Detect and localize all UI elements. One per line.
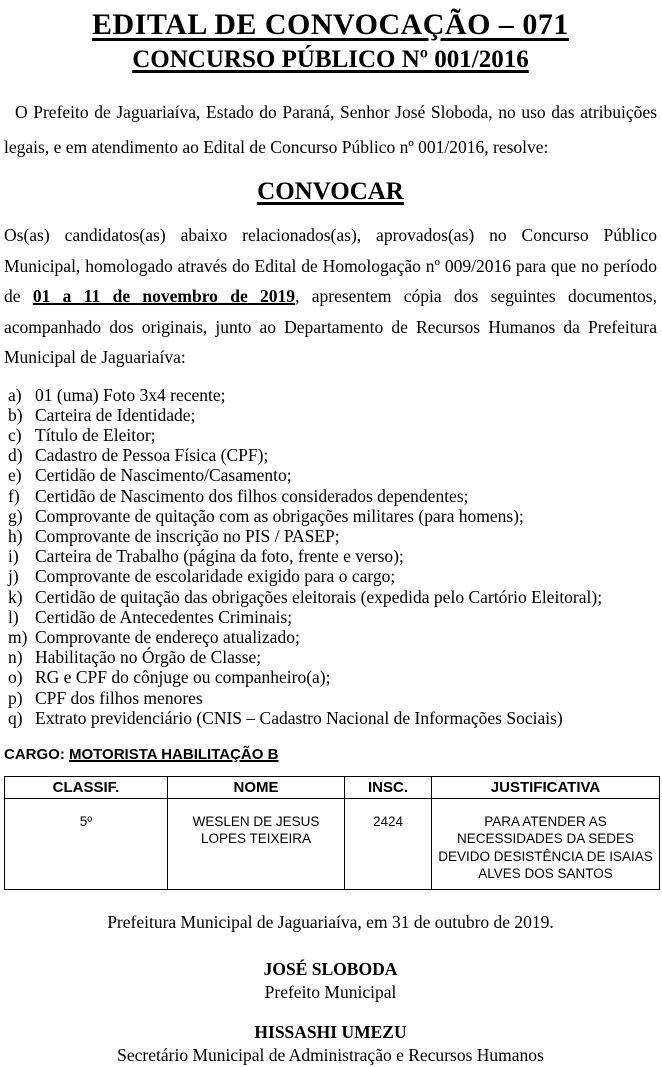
cell-classif: 5º <box>5 798 168 889</box>
column-header-nome: NOME <box>168 776 345 798</box>
list-item-marker: m) <box>8 626 28 647</box>
list-item-text: Certidão de Nascimento/Casamento; <box>35 465 292 486</box>
list-item-text: 01 (uma) Foto 3x4 recente; <box>35 384 226 405</box>
list-item-marker: a) <box>8 384 22 405</box>
list-item-marker: i) <box>8 546 19 567</box>
list-item <box>4 647 657 667</box>
list-item <box>4 587 657 607</box>
list-item-marker: o) <box>8 667 23 688</box>
list-item <box>4 506 657 526</box>
cell-insc: 2424 <box>345 798 432 889</box>
list-item-text: Carteira de Trabalho (página da foto, frente e verso); <box>35 546 404 567</box>
documents-list <box>4 385 657 728</box>
list-item <box>4 627 657 647</box>
document-subtitle: CONCURSO PÚBLICO Nº 001/2016 <box>132 46 529 73</box>
list-item-text: Certidão de quitação das obrigações eleitorais (expedida pelo Cartório Eleitoral); <box>35 586 603 607</box>
signature-name-secretary: HISSASHI UMEZU <box>254 1021 407 1042</box>
list-item-text: Cadastro de Pessoa Física (CPF); <box>35 445 269 466</box>
list-item-marker: c) <box>8 424 22 445</box>
list-item-text: Comprovante de quitação com as obrigações militares (para homens); <box>35 505 524 526</box>
signature-name-mayor: JOSÉ SLOBODA <box>263 958 398 979</box>
list-item-marker: j) <box>8 566 19 587</box>
signature-block-mayor <box>4 958 657 1004</box>
list-item-text: CPF dos filhos menores <box>35 687 203 708</box>
list-item <box>4 546 657 566</box>
list-item-marker: k) <box>8 586 23 607</box>
list-item-marker: d) <box>8 445 23 466</box>
list-item <box>4 667 657 687</box>
list-item <box>4 566 657 586</box>
signature-role-mayor: Prefeito Municipal <box>264 981 397 1002</box>
closing-date-line: Prefeitura Municipal de Jaguariaíva, em 31 de outubro de 2019. <box>107 911 554 932</box>
list-item <box>4 526 657 546</box>
signature-block-secretary <box>4 1021 657 1067</box>
list-item-text: Título de Eleitor; <box>35 424 156 445</box>
list-item-marker: e) <box>8 465 22 486</box>
table-header-row <box>5 776 660 798</box>
body-text-before: Os(as) candidatos(as) abaixo relacionados(as), aprovados(as) no Concurso Público Municipal, homologado através do Edital de Homologação nº 009/2016 para que no período de <box>4 225 657 306</box>
signature-role-secretary: Secretário Municipal de Administração e Recursos Humanos <box>117 1044 544 1065</box>
list-item-marker: l) <box>8 606 19 627</box>
list-item-text: Comprovante de endereço atualizado; <box>35 626 300 647</box>
list-item-text: Comprovante de escolaridade exigido para o cargo; <box>35 566 396 587</box>
list-item-text: Habilitação no Órgão de Classe; <box>35 647 262 668</box>
convocation-table <box>4 776 660 890</box>
list-item <box>4 708 657 728</box>
list-item <box>4 425 657 445</box>
cargo-title: MOTORISTA HABILITAÇÃO B <box>69 745 279 763</box>
cargo-line <box>4 745 657 764</box>
body-text-after: , apresentem cópia dos seguintes documentos, acompanhado dos originais, junto ao Departamento de Recursos Humanos da Prefeitura Municipal de Jaguariaíva: <box>4 286 657 367</box>
column-header-classif: CLASSIF. <box>5 776 168 798</box>
list-item-text: Certidão de Antecedentes Criminais; <box>35 606 293 627</box>
list-item-text: Extrato previdenciário (CNIS – Cadastro Nacional de Informações Sociais) <box>35 707 563 728</box>
list-item-marker: n) <box>8 647 23 668</box>
cell-justificativa: PARA ATENDER AS NECESSIDADES DA SEDES DEVIDO DESISTÊNCIA DE ISAIAS ALVES DOS SANTOS <box>432 798 660 889</box>
body-paragraph <box>4 220 657 373</box>
list-item <box>4 385 657 405</box>
list-item <box>4 445 657 465</box>
list-item-marker: f) <box>8 485 20 506</box>
list-item-marker: q) <box>8 707 23 728</box>
cargo-label: CARGO: <box>4 745 69 763</box>
list-item-marker: b) <box>8 404 23 425</box>
list-item <box>4 405 657 425</box>
list-item-text: RG e CPF do cônjuge ou companheiro(a); <box>35 667 331 688</box>
section-heading-convocar: CONVOCAR <box>257 178 404 205</box>
list-item <box>4 688 657 708</box>
intro-paragraph: O Prefeito de Jaguariaíva, Estado do Paraná, Senhor José Sloboda, no uso das atribuições legais, e em atendimento ao Edital de Concurso Público nº 001/2016, resolve: <box>4 102 657 157</box>
list-item-marker: p) <box>8 687 23 708</box>
list-item <box>4 486 657 506</box>
document-title: EDITAL DE CONVOCAÇÃO – 071 <box>92 8 569 41</box>
list-item-marker: h) <box>8 525 23 546</box>
table-row <box>5 798 660 889</box>
list-item-text: Comprovante de inscrição no PIS / PASEP; <box>35 525 340 546</box>
list-item-text: Carteira de Identidade; <box>35 404 196 425</box>
list-item-text: Certidão de Nascimento dos filhos considerados dependentes; <box>35 485 469 506</box>
cell-nome: WESLEN DE JESUS LOPES TEIXEIRA <box>168 798 345 889</box>
body-highlight-period: 01 a 11 de novembro de 2019 <box>32 286 296 306</box>
list-item <box>4 465 657 485</box>
column-header-justificativa: JUSTIFICATIVA <box>432 776 660 798</box>
column-header-insc: INSC. <box>345 776 432 798</box>
list-item-marker: g) <box>8 505 23 526</box>
list-item <box>4 607 657 627</box>
